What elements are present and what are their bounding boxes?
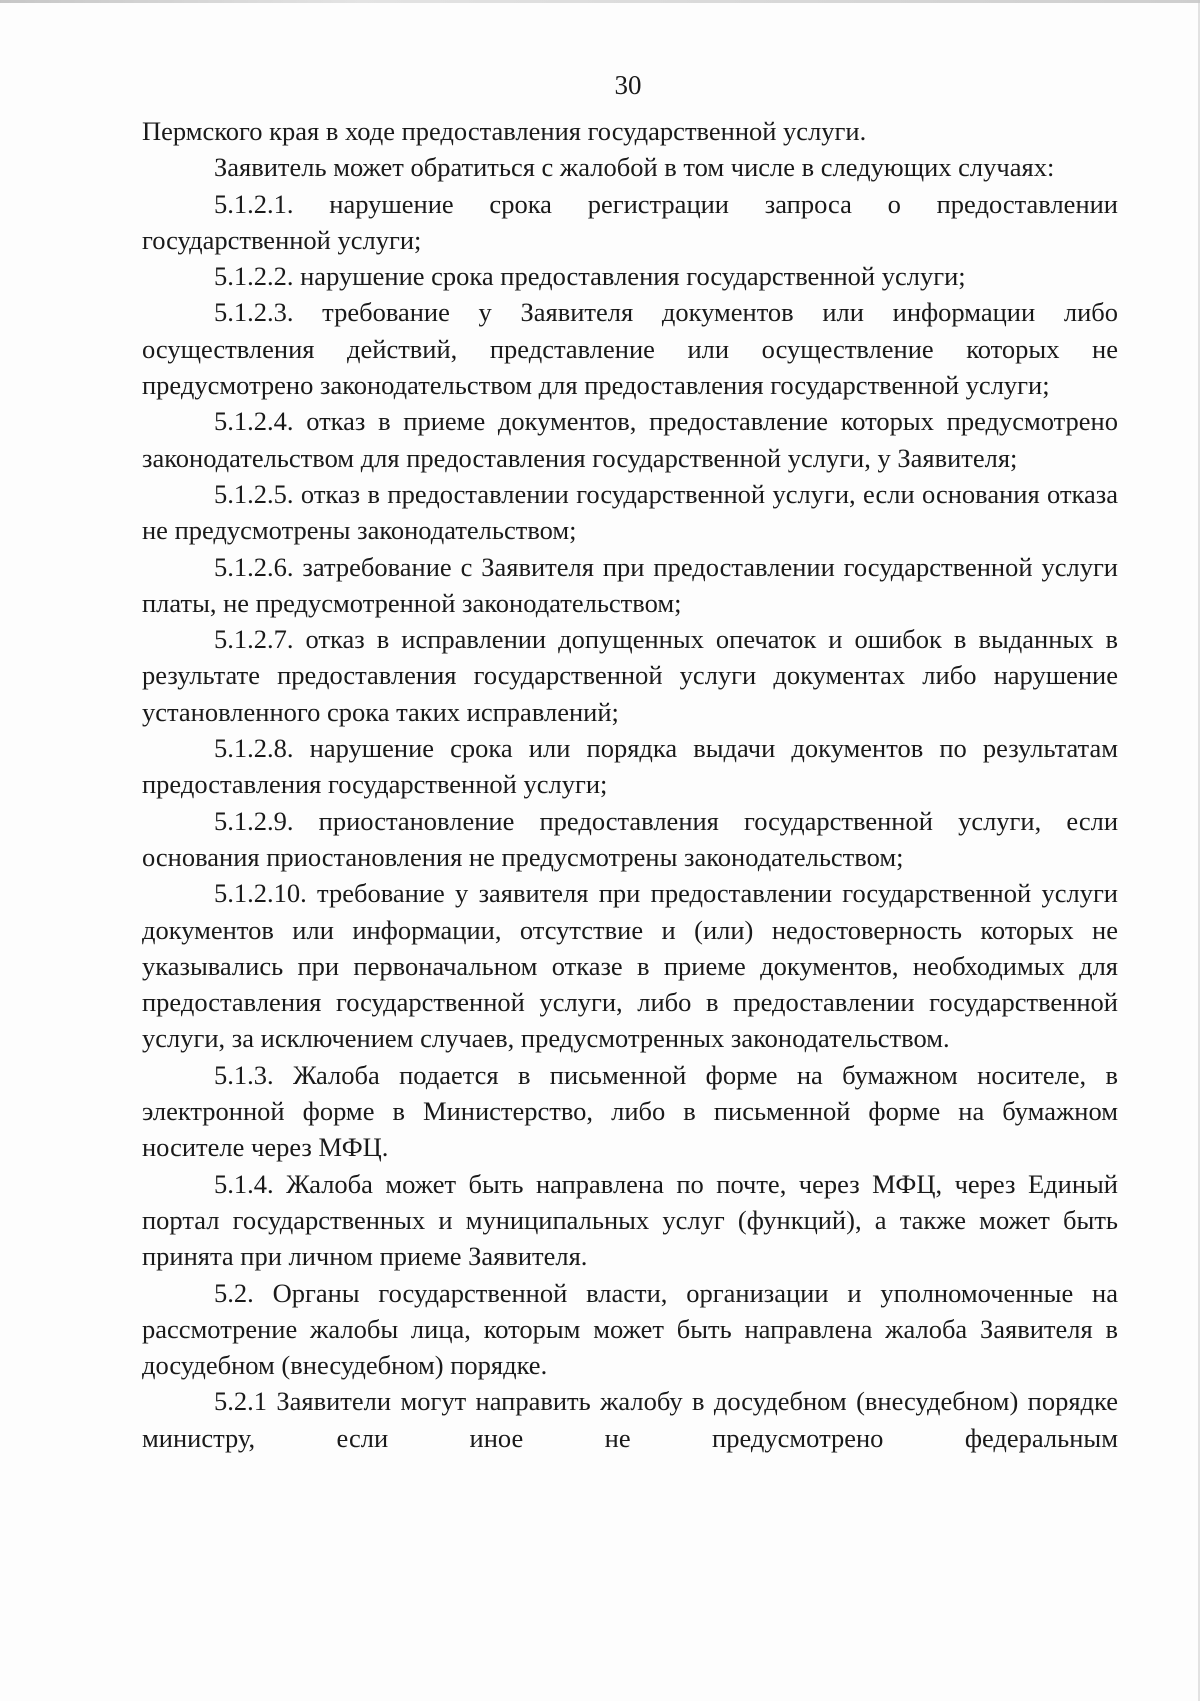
paragraph-5-1-2-5: 5.1.2.5. отказ в предоставлении государственной услуги, если основания отказа не предусмотрены законодательством;: [142, 478, 1118, 546]
paragraph-5-1-2-3: 5.1.2.3. требование у Заявителя документов или информации либо осуществления действий, представление или осуществление которых не предусмотрено законодательством для предоставления государственной услуги;: [142, 297, 1118, 401]
paragraph-5-1-2-9: 5.1.2.9. приостановление предоставления государственной услуги, если основания приостановления не предусмотрены законодательством;: [142, 805, 1118, 872]
paragraph-5-2-1: 5.2.1 Заявители могут направить жалобу в досудебном (внесудебном) порядке министру, если иное не предусмотрено федеральным: [142, 1386, 1118, 1453]
paragraph-intro: Заявитель может обратиться с жалобой в том числе в следующих случаях:: [214, 152, 1055, 183]
scan-edge-top: [0, 0, 1200, 3]
paragraph-5-2: 5.2. Органы государственной власти, организации и уполномоченные на рассмотрение жалобы лица, которым может быть направлена жалоба Заявителя в досудебном (внесудебном) порядке.: [142, 1277, 1118, 1381]
paragraph-continuation: Пермского края в ходе предоставления государственной услуги.: [142, 116, 867, 146]
paragraph-5-1-2-2: 5.1.2.2. нарушение срока предоставления государственной услуги;: [214, 261, 966, 292]
paragraph-5-1-2-6: 5.1.2.6. затребование с Заявителя при предоставлении государственной услуги платы, не предусмотренной законодательством;: [142, 551, 1118, 618]
paragraph-5-1-2-8: 5.1.2.8. нарушение срока или порядка выдачи документов по результатам предоставления государственной услуги;: [142, 733, 1118, 800]
page-number: 30: [614, 70, 642, 100]
paragraph-5-1-2-1: 5.1.2.1. нарушение срока регистрации запроса о предоставлении государственной услуги;: [142, 188, 1118, 255]
paragraph-5-1-2-4: 5.1.2.4. отказ в приеме документов, предоставление которых предусмотрено законодательством для предоставления государственной услуги, у Заявителя;: [142, 406, 1118, 473]
document-body: [142, 113, 1118, 1456]
paragraph-5-1-2-7: 5.1.2.7. отказ в исправлении допущенных опечаток и ошибок в выданных в результате предоставления государственной услуги документах либо нарушение установленного срока таких исправлений;: [142, 624, 1118, 727]
paragraph-5-1-3: 5.1.3. Жалоба подается в письменной форме на бумажном носителе, в электронной форме в Министерство, либо в письменной форме на бумажном носителе через МФЦ.: [142, 1059, 1118, 1163]
paragraph-5-1-2-10: 5.1.2.10. требование у заявителя при предоставлении государственной услуги документов или информации, отсутствие и (или) недостоверность которых не указывались при первоначальном отказе в приеме документов, необходимых для предоставления государственной услуги, либо в предоставлении государственной услуги, за исключением случаев, предусмотренных законодательством.: [142, 878, 1118, 1054]
paragraph-5-1-4: 5.1.4. Жалоба может быть направлена по почте, через МФЦ, через Единый портал государственных и муниципальных услуг (функций), а также может быть принята при личном приеме Заявителя.: [142, 1168, 1118, 1272]
